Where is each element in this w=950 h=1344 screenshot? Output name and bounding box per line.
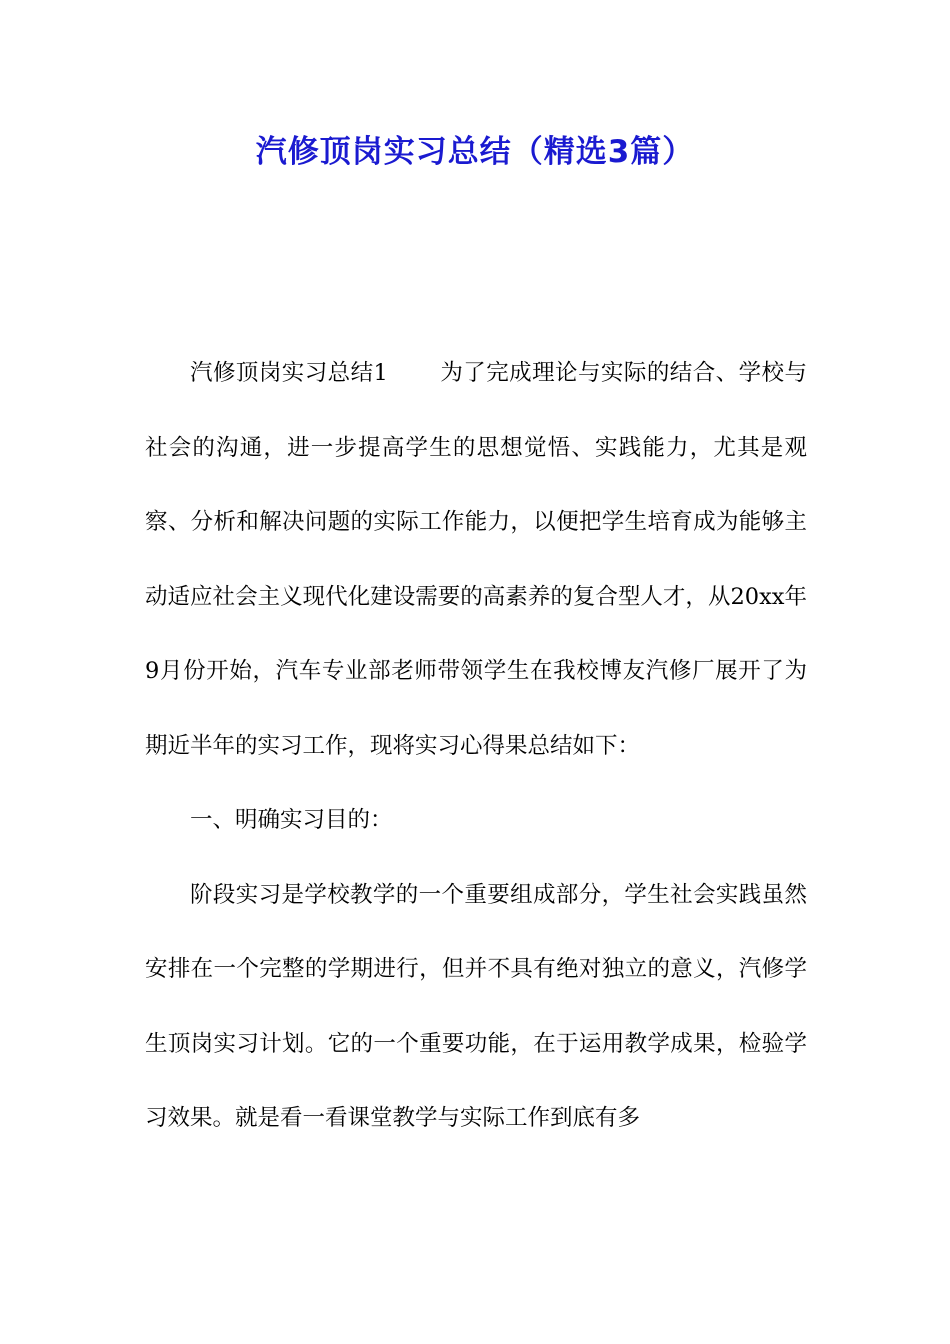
document-title: 汽修顶岗实习总结（精选3篇） [255,134,695,170]
paragraph-2: 一、明确实习目的： [190,807,393,833]
paragraph-1 [145,336,807,783]
document-body [145,336,807,1156]
section-heading-1: 汽修顶岗实习总结1 [190,360,388,386]
paragraph-3: 阶段实习是学校教学的一个重要组成部分，学生社会实践虽然安排在一个完整的学期进行，但并不具有绝对独立的意义，汽修学生顶岗实习计划。它的一个重要功能，在于运用教学成果，检验学习效果。就是看一看课堂教学与实际工作到底有多 [145,881,807,1131]
paragraph-1-text: 为了完成理论与实际的结合、学校与社会的沟通，进一步提高学生的思想觉悟、实践能力，尤其是观察、分析和解决问题的实际工作能力，以便把学生培育成为能够主动适应社会主义现代化建设需要的高素养的复合型人才，从20xx年9月份开始，汽车专业部老师带领学生在我校博友汽修厂展开了为期近半年的实习工作，现将实习心得果总结如下： [145,360,807,759]
